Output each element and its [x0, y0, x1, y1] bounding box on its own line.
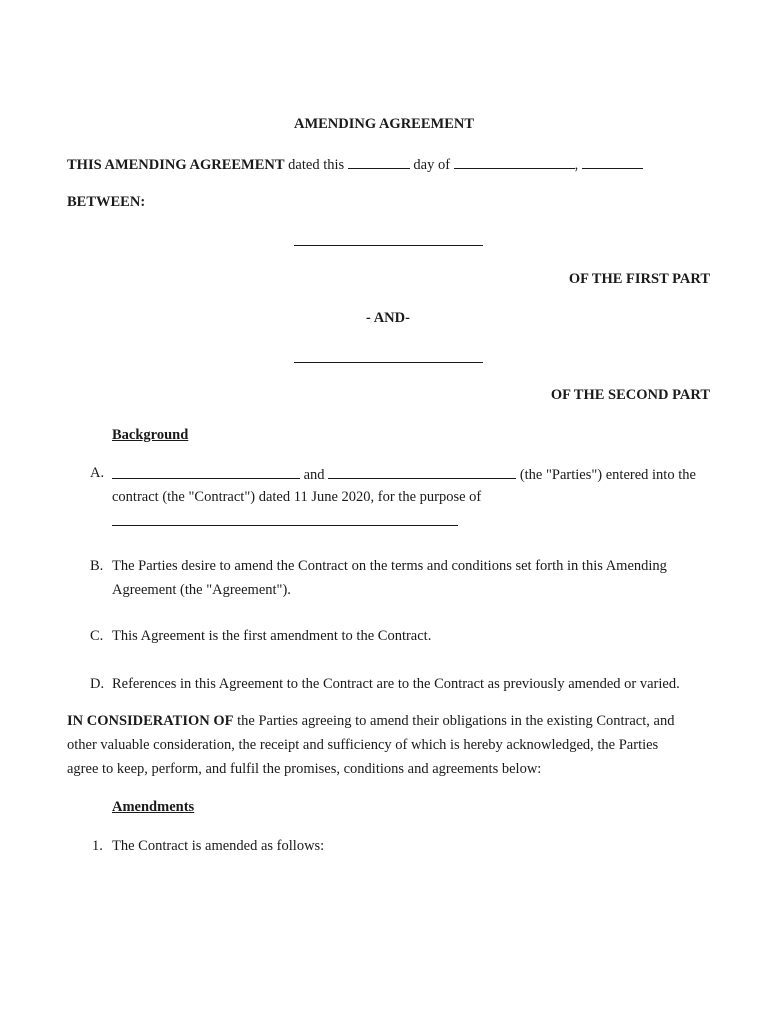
- consideration-lead: IN CONSIDERATION OF: [67, 713, 234, 729]
- and-separator: - AND-: [366, 310, 410, 326]
- date-day-blank[interactable]: [348, 154, 410, 169]
- date-month-blank[interactable]: [454, 154, 575, 169]
- intro-line: [67, 154, 643, 174]
- recital-c-line1: This Agreement is the first amendment to the Contract.: [112, 628, 432, 644]
- second-party-name-blank[interactable]: [294, 362, 483, 363]
- intro-day-of: day of: [409, 157, 454, 173]
- recital-a-line1: [112, 464, 696, 484]
- document-title: AMENDING AGREEMENT: [293, 116, 475, 132]
- recital-a-and: and: [300, 467, 329, 483]
- intro-dated-this: dated this: [284, 157, 348, 173]
- recital-d-line1: References in this Agreement to the Contract are to the Contract as previously amended or varied.: [112, 676, 680, 692]
- intro-comma: ,: [574, 157, 582, 173]
- consideration-line3: agree to keep, perform, and fulfil the promises, conditions and agreements below:: [67, 761, 542, 777]
- recital-a-purpose-blank[interactable]: [112, 525, 458, 526]
- first-part-label: OF THE FIRST PART: [568, 271, 710, 287]
- recital-a-party2-blank[interactable]: [328, 464, 516, 479]
- consideration-line1: [67, 712, 674, 730]
- recital-a-party1-blank[interactable]: [112, 464, 300, 479]
- recital-b-line2: Agreement (the "Agreement").: [112, 582, 291, 598]
- amendment-1-text: The Contract is amended as follows:: [112, 838, 325, 854]
- amendments-heading: Amendments: [112, 799, 195, 815]
- consideration-line1-rest: the Parties agreeing to amend their obligations in the existing Contract, and: [233, 713, 675, 729]
- recital-a-line2: contract (the "Contract") dated 11 June 2020, for the purpose of: [112, 489, 482, 505]
- background-heading: Background: [112, 427, 189, 443]
- consideration-line2: other valuable consideration, the receipt and sufficiency of which is hereby acknowledged, the Parties: [67, 737, 659, 753]
- recital-b-marker: B.: [90, 558, 104, 574]
- second-part-label: OF THE SECOND PART: [550, 387, 710, 403]
- recital-b-line1: The Parties desire to amend the Contract on the terms and conditions set forth in this Amending: [112, 558, 667, 574]
- recital-c-marker: C.: [90, 628, 104, 644]
- intro-lead: THIS AMENDING AGREEMENT: [67, 157, 285, 173]
- first-party-name-blank[interactable]: [294, 245, 483, 246]
- date-year-blank[interactable]: [582, 154, 643, 169]
- recital-a-parties: (the "Parties") entered into the: [516, 467, 696, 483]
- between-label: BETWEEN:: [67, 194, 146, 210]
- amendment-1-marker: 1.: [92, 838, 103, 854]
- recital-a-marker: A.: [90, 465, 105, 481]
- recital-d-marker: D.: [90, 676, 105, 692]
